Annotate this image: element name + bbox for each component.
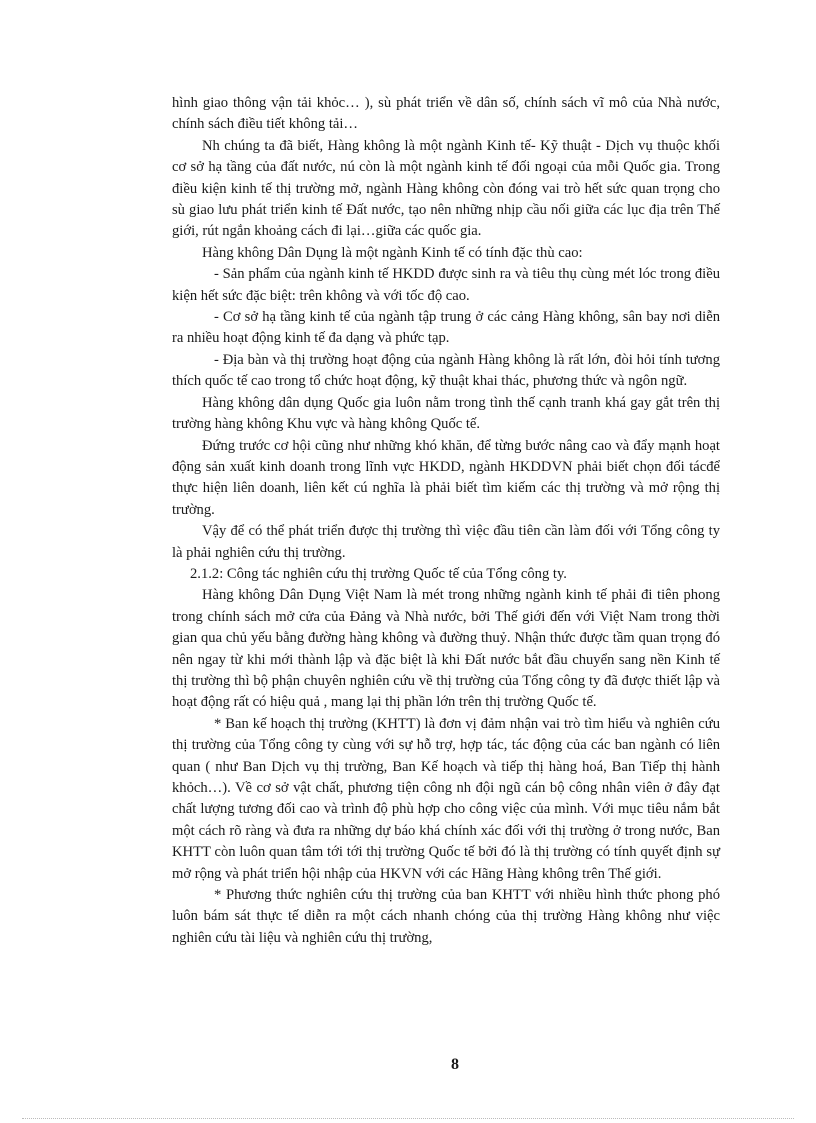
section-heading: 2.1.2: Công tác nghiên cứu thị trường Quốc tế của Tổng công ty. <box>190 565 567 582</box>
paragraph-research-methods: * Phương thức nghiên cứu thị trường của ban KHTT với nhiều hình thức phong phó luôn bám sát thực tế diễn ra một cách nhanh chóng của thị trường Hàng không như việc nghiên cứu tài liệu và nghiên cứu thị trường, <box>172 887 720 946</box>
bullet-infrastructure: - Cơ sở hạ tầng kinh tế của ngành tập trung ở các cảng Hàng không, sân bay nơi diễn ra nhiều hoạt động kinh tế đa dạng và phức tạp. <box>172 309 720 347</box>
paragraph-aviation-role: Nh chúng ta đã biết, Hàng không là một ngành Kinh tế- Kỹ thuật - Dịch vụ thuộc khối cơ sở hạ tầng của đất nước, nú còn là một ngành kinh tế đối ngoại của mỗi Quốc gia. Trong điều kiện kinh tế thị trường mở, ngành Hàng không còn đóng vai trò hết sức quan trọng cho sù giao lưu phát triển kinh tế Đất nước, tạo nên những nhịp cầu nối giữa các lục địa trên Thế giới, rút ngắn khoảng cách đi lại…giữa các quốc gia. <box>172 137 720 240</box>
paragraph-pioneer: Hàng không Dân Dụng Việt Nam là mét trong những ngành kinh tế phải đi tiên phong trong chính sách mở cửa của Đảng và Nhà nước, bởi Thế giới đến với Việt Nam trong thời gian qua chủ yếu bằng đường hàng không và đường thuỷ. Nhận thức được tầm quan trọng đó nên ngay từ khi mới thành lập và đặc biệt là khi Đất nước bắt đầu chuyển sang nền Kinh tế thị trường thì bộ phận chuyên nghiên cứu về thị trường của Tổng công ty đã được thiết lập và hoạt động rất có hiệu quả , mang lại thị phần lớn trên thị trường Quốc tế. <box>172 587 720 711</box>
paragraph-characteristics-intro: Hàng không Dân Dụng là một ngành Kinh tế có tính đặc thù cao: <box>202 244 583 261</box>
page-bottom-divider <box>22 1118 794 1119</box>
page-number: 8 <box>451 1056 459 1073</box>
paragraph-competition: Hàng không dân dụng Quốc gia luôn nằm trong tình thế cạnh tranh khá gay gắt trên thị trường hàng không Khu vực và hàng không Quốc tế. <box>172 394 720 433</box>
paragraph-opportunity: Đứng trước cơ hội cũng như những khó khăn, để từng bước nâng cao và đẩy mạnh hoạt động sản xuất kinh doanh trong lĩnh vực HKDD, ngành HKDDVN phải biết chọn đối tácđể thực hiện liên doanh, liên kết cú nghĩa là phải biết tìm kiếm các thị trường và mở rộng thị trường. <box>172 437 720 518</box>
bullet-market-area: - Địa bàn và thị trường hoạt động của ngành Hàng không là rất lớn, đòi hỏi tính tương thích quốc tế cao trong tổ chức hoạt động, kỹ thuật khai thác, phương thức và ngôn ngữ. <box>172 351 720 390</box>
paragraph-market-research-need: Vậy để có thể phát triển được thị trường thì việc đầu tiên cần làm đối với Tổng công ty là phải nghiên cứu thị trường. <box>172 523 720 561</box>
paragraph-intro-continuation: hình giao thông vận tải khỏc… ), sù phát triển về dân số, chính sách vĩ mô của Nhà nước, chính sách điều tiết không tải… <box>172 95 720 133</box>
paragraph-khtt-board: * Ban kế hoạch thị trường (KHTT) là đơn vị đảm nhận vai trò tìm hiểu và nghiên cứu thị trường của Tổng công ty cùng với sự hỗ trợ, hợp tác, tác động của các ban ngành có liên quan ( như Ban Dịch vụ thị trường, Ban Kế hoạch và tiếp thị hàng hoá, Ban Tiếp thị hành khỏch…). Về cơ sở vật chất, phương tiện công nh đội ngũ cán bộ công nhân viên ở đây đạt chất lượng tương đối cao và trình độ phù hợp cho công việc của mình. Với mục tiêu nắm bắt một cách rõ ràng và đưa ra những dự báo khá chính xác đối với thị trường ở trong nước, Ban KHTT còn luôn quan tâm tới tới thị trường Quốc tế bởi đó là thị trường có tính quyết định sự mở rộng và phát triển hội nhập của HKVN với các Hãng Hàng không trên Thế giới. <box>172 715 720 882</box>
bullet-product: - Sản phẩm của ngành kinh tế HKDD được sinh ra và tiêu thụ cùng mét lóc trong điều kiện hết sức đặc biệt: trên không và với tốc độ cao. <box>172 266 720 304</box>
body-text <box>172 93 720 949</box>
